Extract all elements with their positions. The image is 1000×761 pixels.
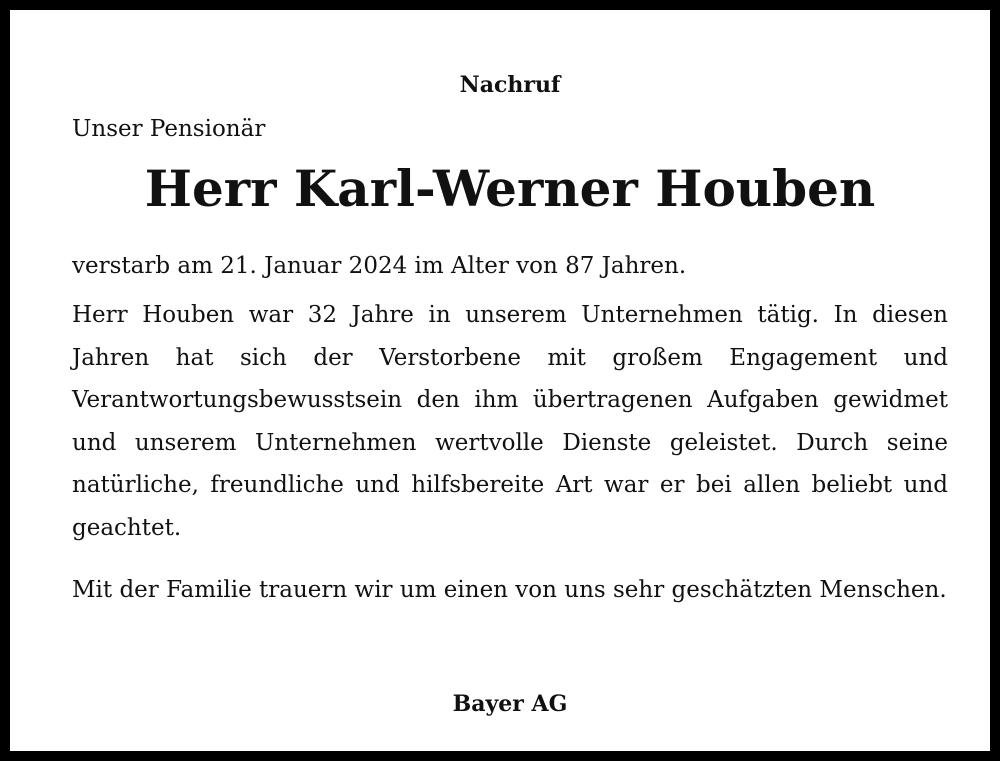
company-signature: Bayer AG xyxy=(452,691,568,717)
mourning-paragraph: Mit der Familie trauern wir um einen von uns sehr geschätzten Menschen. xyxy=(72,577,947,603)
tribute-paragraph: Herr Houben war 32 Jahre in unserem Unternehmen tätig. In diesen Jahren hat sich der Verstorbene mit großem Engagement und Verantwortungsbewusstsein den ihm übertragenen Aufgaben gewidmet und unserem Unternehmen wertvolle Dienste geleistet. Durch seine natürliche, freundliche und hilfsbereite Art war er bei allen beliebt und geachtet. xyxy=(72,302,948,541)
death-date-paragraph: verstarb am 21. Januar 2024 im Alter von 87 Jahren. xyxy=(72,253,687,279)
intro-line: Unser Pensionär xyxy=(72,116,266,142)
obituary-heading: Nachruf xyxy=(459,72,561,98)
deceased-name: Herr Karl-Werner Houben xyxy=(144,159,876,218)
